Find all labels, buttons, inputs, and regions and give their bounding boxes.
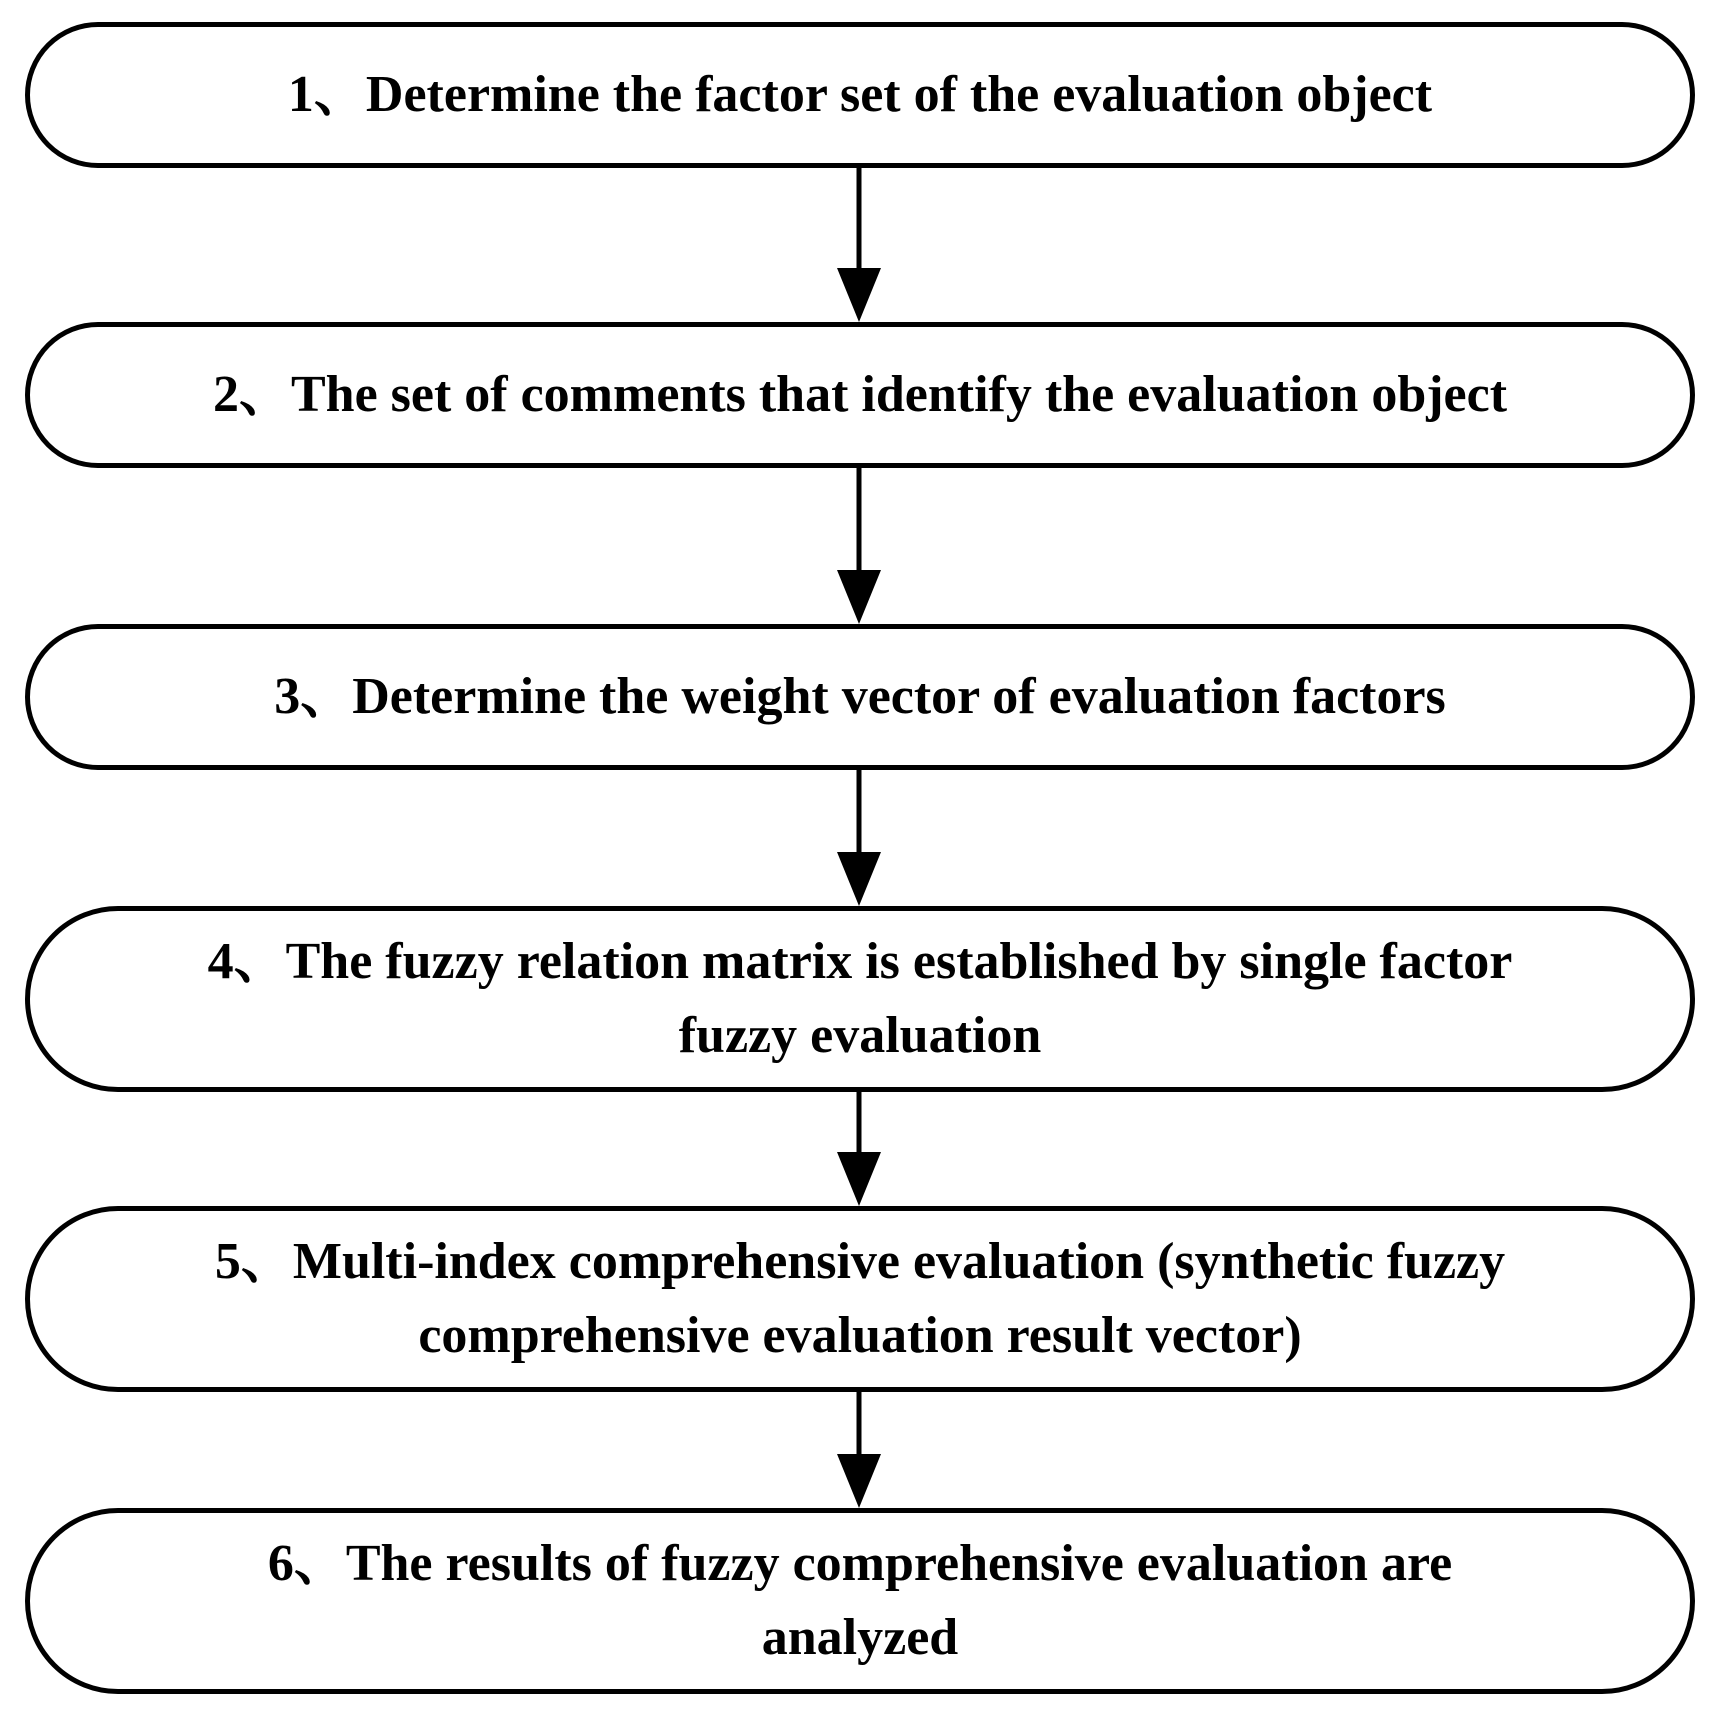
arrow-1-to-2: [837, 168, 881, 322]
step-5-box: [25, 1206, 1695, 1392]
arrow-2-to-3: [837, 468, 881, 624]
step-6-label: 6、The results of fuzzy comprehensive evaluation are analyzed: [267, 1535, 1453, 1666]
step-4-box: [25, 906, 1695, 1092]
step-2-label: 2、The set of comments that identify the evaluation object: [212, 366, 1508, 423]
step-3-box: [25, 624, 1695, 770]
arrow-3-to-4: [837, 770, 881, 906]
arrow-5-to-6: [837, 1392, 881, 1508]
step-3-label: 3、Determine the weight vector of evaluation factors: [274, 668, 1446, 725]
arrow-4-to-5: [837, 1092, 881, 1206]
step-1-label: 1、Determine the factor set of the evaluation object: [287, 66, 1433, 123]
step-6-box: [25, 1508, 1695, 1694]
step-1-box: [25, 22, 1695, 168]
step-5-label: 5、Multi-index comprehensive evaluation (synthetic fuzzy comprehensive evaluation result vector): [214, 1233, 1506, 1364]
step-4-label: 4、The fuzzy relation matrix is established by single factor fuzzy evaluation: [207, 933, 1513, 1064]
step-2-box: [25, 322, 1695, 468]
